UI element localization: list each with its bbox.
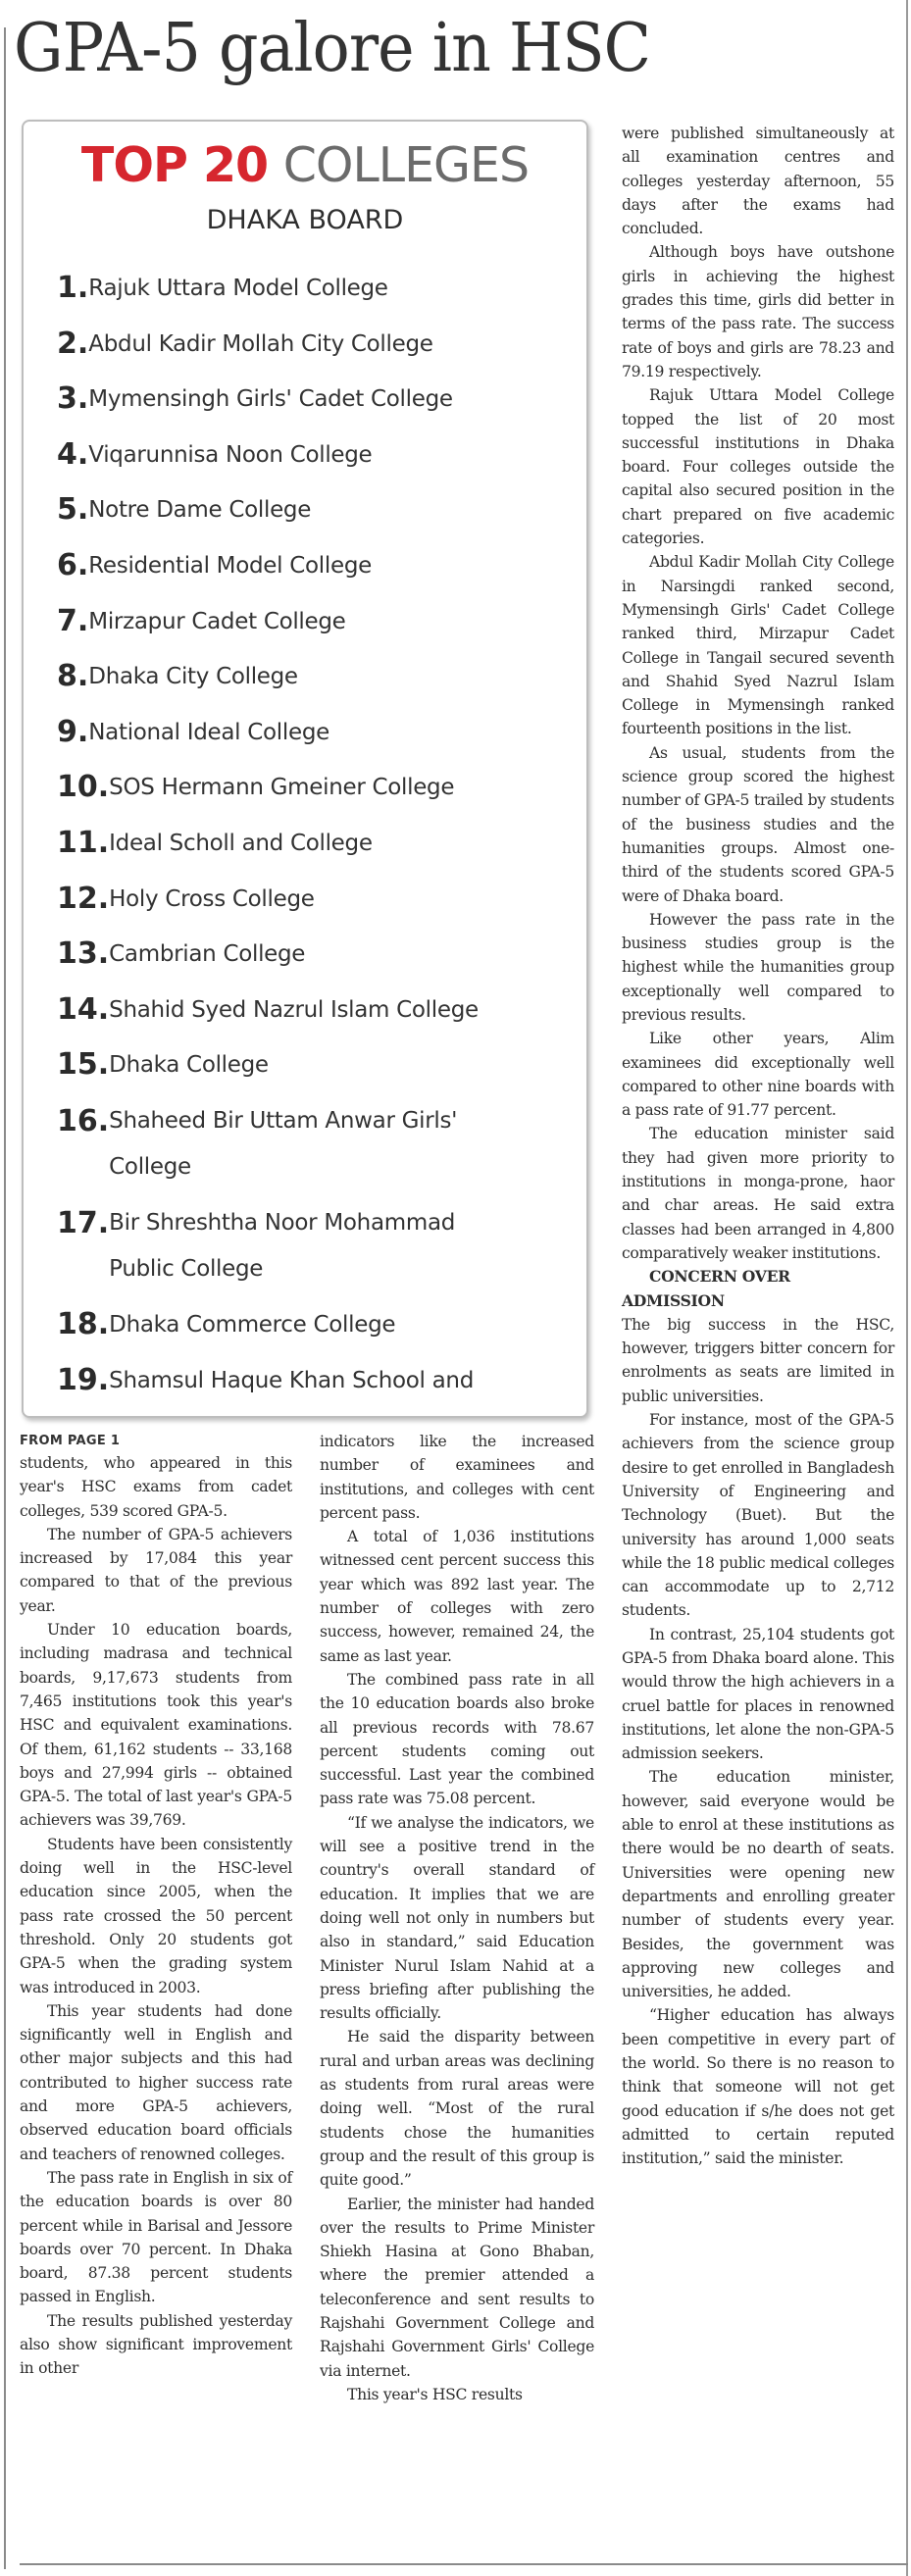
college-name: Residential Model College: [88, 552, 372, 579]
top-20-colleges-infobox: [22, 120, 588, 1418]
rank-number: 14.: [57, 991, 110, 1027]
paragraph: The pass rate in English in six of the education boards is over 80 percent while in Barisal and Jessore boards over 70 percent. In Dhaka board, 87.38 percent students passed in English.: [20, 2168, 292, 2306]
rank-item: [57, 872, 577, 928]
infobox-title-highlight: TOP 20: [80, 137, 269, 193]
rank-item: [57, 927, 577, 983]
rank-item: [57, 1093, 577, 1195]
college-name: Dhaka City College: [88, 664, 298, 690]
rank-item: [57, 1195, 577, 1297]
paragraph: students, who appeared in this year's HSC exams from cadet colleges, 539 scored GPA-5.: [20, 1454, 292, 1520]
section-subhead: CONCERN OVER ADMISSION: [622, 1267, 790, 1310]
college-name: Abdul Kadir Mollah City College: [88, 330, 433, 357]
paragraph: As usual, students from the science group scored the highest number of GPA-5 trailed by students of the business studies and the humanities groups. Almost one-third of the students scored GPA-5 were of Dhaka board.: [622, 743, 894, 905]
college-name: SOS Hermann Gmeiner College: [109, 775, 455, 801]
rank-item: [57, 372, 577, 428]
paragraph: A total of 1,036 institutions witnessed cent percent success this year which was 892 last year. The number of colleges with zero success, however, remained 24, the same as last year.: [320, 1528, 594, 1665]
college-name: National Ideal College: [88, 719, 329, 745]
rank-item: [57, 317, 577, 373]
rank-number: 19.: [57, 1362, 110, 1397]
rank-item: [57, 261, 577, 317]
paragraph: The results published yesterday also show significant improvement in other: [20, 2311, 292, 2378]
rank-number: 1.: [57, 271, 89, 305]
rank-number: 18.: [57, 1306, 110, 1341]
college-rank-list: [57, 261, 577, 1408]
college-name: Shahid Syed Nazrul Islam College: [109, 996, 479, 1023]
article-column-3: [622, 122, 894, 2171]
rank-number: 15.: [57, 1047, 110, 1083]
article-column-1: [20, 1430, 292, 2381]
right-column-rule: [906, 0, 908, 2576]
college-name: Ideal Scholl and College: [109, 830, 373, 856]
college-name: Shamsul Haque Khan School and: [109, 1367, 475, 1393]
rank-number: 7.: [57, 603, 89, 638]
college-name: Cambrian College: [109, 941, 306, 968]
infobox-subtitle: DHAKA BOARD: [206, 205, 404, 235]
rank-item: [57, 983, 577, 1038]
rank-item: [57, 1037, 577, 1093]
paragraph: The combined pass rate in all the 10 education boards also broke all previous records with 78.67 percent students coming out successful. Last year the combined pass rate was 75.08 percent.: [320, 1670, 594, 1808]
college-name: Mymensingh Girls' Cadet College: [88, 386, 453, 413]
paragraph: The education minister, however, said everyone would be able to enrol at these institutions as there would be no dearth of seats. Universities were opening new departments and enrolling greater number of students every year. Besides, the government was approving new colleges and universities, he added.: [622, 1768, 894, 2001]
paragraph: Although boys have outshone girls in achieving the highest grades this time, girls did better in terms of the pass rate. The success rate of boys and girls are 78.23 and 79.19 respectively.: [622, 243, 894, 380]
paragraph: For instance, most of the GPA-5 achievers from the science group desire to get enrolled in Bangladesh University of Engineering and Technology (Buet). But the university has around 1,000 seats while the 18 public medical colleges can accommodate up to 2,712 students.: [622, 1411, 894, 1620]
paragraph: This year students had done significantly well in English and other major subjects and this had contributed to higher success rate and more GPA-5 achievers, observed education board officials and teachers of renowned colleges.: [20, 2001, 292, 2163]
rank-number: 2.: [57, 326, 89, 361]
rank-item: [57, 482, 577, 538]
rank-item: [57, 594, 577, 650]
article-column-2: [320, 1430, 594, 2406]
paragraph: However the pass rate in the business studies group is the highest while the humanities group exceptionally well compared to previous results.: [622, 910, 894, 1024]
college-name: Mirzapur Cadet College: [88, 608, 346, 634]
paragraph: Abdul Kadir Mollah City College in Narsingdi ranked second, Mymensingh Girls' Cadet College ranked third, Mirzapur Cadet College in Tangail secured seventh and Shahid Syed Nazrul Islam College in Mymensingh ranked fourteenth positions in the list.: [622, 553, 894, 738]
rank-item: [57, 428, 577, 483]
left-column-rule: [4, 27, 6, 2569]
rank-number: 4.: [57, 436, 89, 472]
paragraph: Earlier, the minister had handed over the results to Prime Minister Shiekh Hasina at Gono Bhaban, where the premier attended a teleconference and sent results to Rajshahi Government College and Rajshahi Government Girls' College via internet.: [320, 2195, 594, 2380]
college-name: Dhaka Commerce College: [109, 1311, 396, 1338]
rank-number: 3.: [57, 381, 89, 417]
college-name: Shaheed Bir Uttam Anwar Girls' College: [109, 1107, 458, 1180]
paragraph: This year's HSC results: [347, 2385, 523, 2403]
college-name: Dhaka College: [109, 1052, 269, 1079]
paragraph: “Higher education has always been competitive in every part of the world. So there is no reason to think that someone will not get good education if s/he does not get admitted to certain reputed institution,” said the minister.: [622, 2006, 894, 2168]
headline: GPA-5 galore in HSC: [14, 10, 651, 87]
college-name: Rajuk Uttara Model College: [88, 276, 388, 301]
college-name: Bir Shreshtha Noor Mohammad Public College: [109, 1209, 456, 1282]
paragraph: Rajuk Uttara Model College topped the list of 20 most successful institutions in Dhaka board. Four colleges outside the capital also secured position in the chart prepared on five academic categories.: [622, 386, 894, 548]
rank-item: [57, 705, 577, 761]
paragraph: Students have been consistently doing well in the HSC-level education since 2005, when the pass rate crossed the 50 percent threshold. Only 20 students got GPA-5 when the grading system was introduced in 2003.: [20, 1835, 292, 1996]
rank-number: 12.: [57, 881, 110, 916]
paragraph: Under 10 education boards, including madrasa and technical boards, 9,17,673 students from 7,465 institutions took this year's HSC and equivalent examinations. Of them, 61,162 students -- 33,168 boys and 27,994 girls -- obtained GPA-5. The total of last year's GPA-5 achievers was 39,769.: [20, 1621, 292, 1830]
paragraph: Like other years, Alim examinees did exceptionally well compared to other nine boards with a pass rate of 91.77 percent.: [622, 1030, 894, 1120]
continuation-kicker: FROM PAGE 1: [20, 1434, 121, 1448]
rank-number: 17.: [57, 1205, 110, 1240]
paragraph: He said the disparity between rural and urban areas was declining as students from rural areas were doing well. “Most of the rural students chose the humanities group and the result of this group is quite good.”: [320, 2028, 594, 2190]
rank-number: 11.: [57, 825, 110, 860]
paragraph: were published simultaneously at all examination centres and colleges yesterday afternoon, 55 days after the exams had concluded.: [622, 125, 894, 238]
college-name: Notre Dame College: [88, 497, 312, 524]
rank-item: [57, 538, 577, 594]
rank-item: [57, 1297, 577, 1353]
bottom-rule: [20, 2563, 908, 2565]
infobox-title: [24, 137, 586, 193]
rank-number: 10.: [57, 770, 110, 805]
college-name: Holy Cross College: [109, 885, 315, 912]
rank-item: [57, 816, 577, 872]
rank-number: 16.: [57, 1103, 110, 1138]
rank-number: 13.: [57, 936, 110, 972]
rank-number: 9.: [57, 714, 89, 749]
paragraph: The number of GPA-5 achievers increased by 17,084 this year compared to that of the previous year.: [20, 1525, 292, 1615]
rank-item: [57, 760, 577, 816]
rank-number: 6.: [57, 547, 89, 582]
rank-number: 8.: [57, 659, 89, 694]
rank-item: [57, 649, 577, 705]
paragraph: indicators like the increased number of examinees and institutions, and colleges with cent percent pass.: [320, 1433, 594, 1522]
rank-number: 5.: [57, 492, 89, 528]
paragraph: In contrast, 25,104 students got GPA-5 from Dhaka board alone. This would throw the high achievers in a cruel battle for places in renowned institutions, let alone the non-GPA-5 admission seekers.: [622, 1625, 894, 1763]
paragraph: The education minister said they had given more priority to institutions in monga-prone, haor and char areas. He said extra classes had been arranged in 4,800 comparatively weaker institutions.: [622, 1125, 894, 1262]
paragraph: “If we analyse the indicators, we will see a positive trend in the country's overall standard of education. It implies that we are doing well not only in numbers but also in standard,” said Education Minister Nurul Islam Nahid at a press briefing after publishing the results officially.: [320, 1813, 594, 2023]
infobox-title-rest: COLLEGES: [282, 137, 530, 193]
college-name: Viqarunnisa Noon College: [88, 441, 373, 468]
paragraph: The big success in the HSC, however, triggers bitter concern for enrolments as seats are limited in public universities.: [622, 1315, 894, 1405]
rank-item: [57, 1353, 577, 1409]
